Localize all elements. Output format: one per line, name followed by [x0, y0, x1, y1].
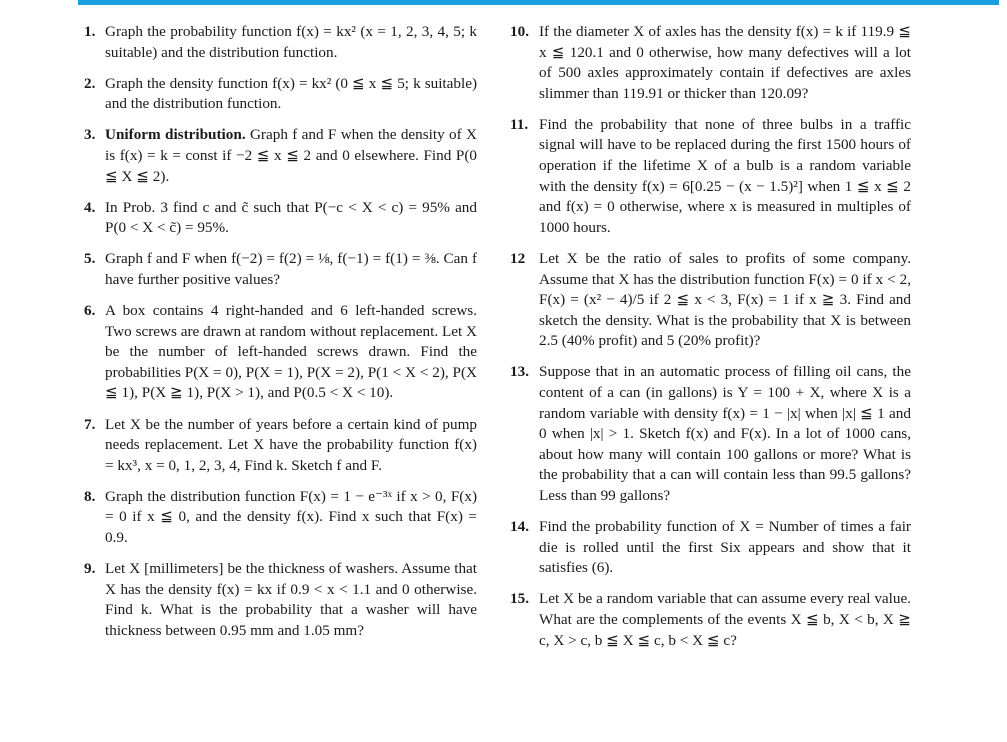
problem-4: [84, 198, 477, 239]
problem-number: 5.: [84, 250, 96, 268]
problem-13: [510, 362, 911, 506]
problem-number: 8.: [84, 487, 96, 505]
problem-text: Let X be the number of years before a certain kind of pump needs replacement. Let X have the probability function f(x) = kx³, x = 0, 1, 2, 3, 4, Find k. Sketch f and F.: [105, 415, 477, 474]
problem-8: [84, 487, 477, 549]
problem-6: [84, 301, 477, 404]
problem-text: Graph the distribution function F(x) = 1 − e⁻³ˣ if x > 0, F(x) = 0 if x ≦ 0, and the density f(x). Find x such that F(x) = 0.9.: [105, 487, 477, 546]
problem-5: [84, 249, 477, 290]
problem-15: [510, 589, 911, 651]
problem-text: Graph the density function f(x) = kx² (0 ≦ x ≦ 5; k suitable) and the distribution function.: [105, 74, 477, 113]
problem-number: 14.: [510, 518, 529, 536]
problem-number: 15.: [510, 590, 529, 608]
problem-text: Let X be a random variable that can assume every real value. What are the complements of the events X ≦ b, X < b, X ≧ c, X > c, b ≦ X ≦ c, b < X ≦ c?: [539, 590, 911, 649]
problem-14: [510, 517, 911, 579]
problem-text: Find the probability function of X = Number of times a fair die is rolled until the first Six appears and show that it satisfies (6).: [539, 518, 911, 577]
problem-text: A box contains 4 right-handed and 6 left-handed screws. Two screws are drawn at random without replacement. Let X be the number of left-handed screws drawn. Find the probabilities P(X = 0), P(X = 1), P(X = 2), P(1 < X < 2), P(X ≦ 1), P(X ≧ 1), P(X > 1), and P(0.5 < X < 10).: [105, 302, 477, 402]
problem-number: 1.: [84, 23, 96, 40]
problem-number: 13.: [510, 363, 529, 381]
problem-10: [510, 22, 911, 104]
problem-text: Let X [millimeters] be the thickness of washers. Assume that X has the density f(x) = kx if 0.9 < x < 1.1 and 0 otherwise. Find k. What is the probability that a washer will have thickness between 0.95 mm and 1.05 mm?: [105, 560, 477, 639]
right-column: [510, 22, 911, 662]
problem-text: Suppose that in an automatic process of filling oil cans, the content of a can (in gallons) is Y = 100 + X, where X is a random variable with density f(x) = 1 − |x| when |x| ≦ 1 and 0 when |x| > 1. Sketch f(x) and F(x). In a lot of 1000 cans, about how many will contain 100 gallons or more? What is the probability that a can will contain less than 99.5 gallons? Less than 99 gallons?: [539, 363, 911, 504]
problem-text: Graph f and F when f(−2) = f(2) = ⅛, f(−1) = f(1) = ⅜. Can f have further positive values?: [105, 250, 477, 288]
problem-number: 7.: [84, 415, 96, 433]
problem-9: [84, 559, 477, 641]
problem-text: In Prob. 3 find c and c̃ such that P(−c < X < c) = 95% and P(0 < X < c̃) = 95%.: [105, 198, 477, 237]
problem-12: [510, 249, 911, 352]
problem-text: Find the probability that none of three bulbs in a traffic signal will have to be replaced during the first 1500 hours of operation if the lifetime X of a bulb is a random variable with the density f(x) = 6[0.25 − (x − 1.5)²] when 1 ≦ x ≦ 2 and f(x) = 0 otherwise, where x is measured in multiples of 1000 hours.: [539, 115, 911, 236]
problem-number: 11.: [510, 115, 529, 133]
problem-7: [84, 415, 477, 477]
problem-text: If the diameter X of axles has the density f(x) = k if 119.9 ≦ x ≦ 120.1 and 0 otherwise, how many defectives will a lot of 500 axles approximately contain if defectives are axles slimmer than 119.91 or thicker than 120.09?: [539, 23, 911, 102]
problem-heading: Uniform distribution.: [105, 126, 246, 144]
left-column: [84, 22, 477, 652]
problem-text: Graph the probability function f(x) = kx² (x = 1, 2, 3, 4, 5; k suitable) and the distribution function.: [105, 23, 477, 61]
problem-1: [84, 22, 477, 63]
problem-number: 10.: [510, 23, 529, 40]
problem-text: Graph f and F when the density of X is f(x) = k = const if −2 ≦ x ≦ 2 and 0 elsewhere. Find P(0 ≦ X ≦ 2).: [105, 126, 478, 185]
problem-3: [84, 125, 477, 187]
problem-number: 12: [510, 249, 526, 267]
problem-number: 6.: [84, 302, 96, 320]
problem-text: Let X be the ratio of sales to profits of some company. Assume that X has the distribution function F(x) = 0 if x < 2, F(x) = (x² − 4)/5 if 2 ≦ x < 3, F(x) = 1 if x ≧ 3. Find and sketch the density. What is the probability that X is between 2.5 (40% profit) and 5 (20% profit)?: [539, 249, 911, 350]
problem-number: 3.: [84, 126, 96, 144]
problem-11: [510, 115, 911, 239]
problem-number: 9.: [84, 560, 96, 578]
problem-number: 4.: [84, 198, 96, 216]
top-accent-bar: [78, 0, 999, 5]
problem-number: 2.: [84, 74, 96, 92]
problem-2: [84, 74, 477, 115]
